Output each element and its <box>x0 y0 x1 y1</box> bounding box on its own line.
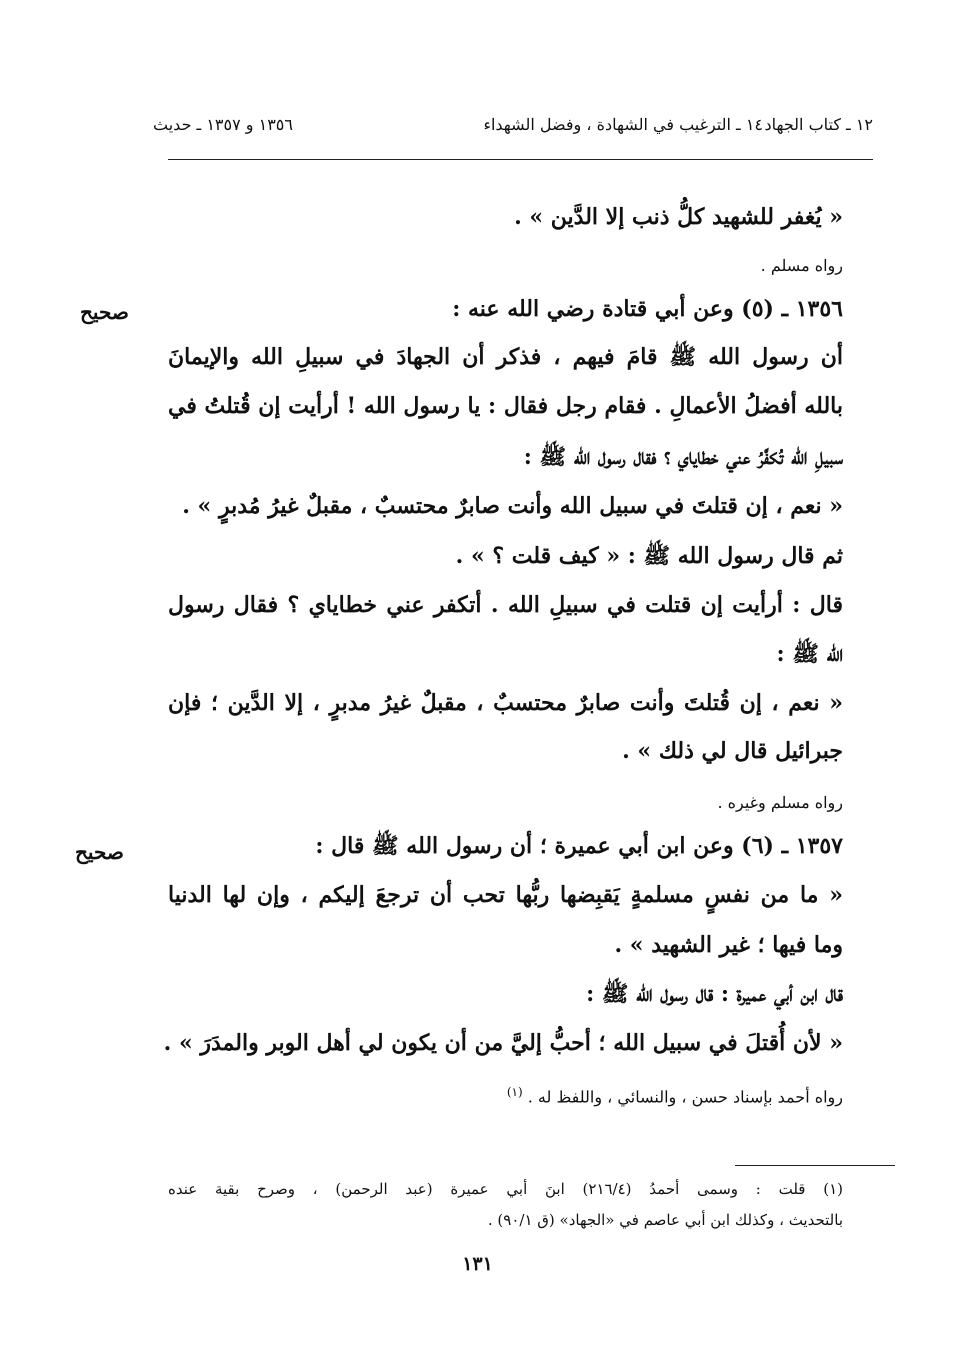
hadith-text: سبيلِ الله تُكفَّرُ عني خطاياي ؟ فقال رسول الله ﷺ : <box>523 444 843 470</box>
hadith-text: قال : أرأيت إن قتلت في سبيلِ الله . أتكفر عني خطاياي ؟ فقال رسول <box>168 592 843 618</box>
header-book-title: ١٢ ـ كتاب الجهاد <box>764 115 873 134</box>
hadith-text: قال ابن أبي عميرة : قال رسول الله ﷺ : <box>586 981 843 1007</box>
page-number: ١٣١ <box>462 1253 493 1275</box>
footnote-rule <box>735 1165 895 1166</box>
hadith-text: وما فيها ؛ غير الشهيد » . <box>614 932 843 958</box>
narration-note: رواه مسلم وغيره . <box>717 793 843 812</box>
hadith-text: بالله أفضلُ الأعمالِ . فقام رجل فقال : يا رسول الله ! أرأيت إن قُتلتُ في <box>168 393 843 419</box>
grade-label-1357: صحيح <box>75 840 124 864</box>
narration-text: رواه أحمد بإسناد حسن ، والنسائي ، واللفظ له . <box>527 1087 843 1107</box>
hadith-text: أن رسول الله ﷺ قامَ فيهم ، فذكر أن الجهادَ في سبيلِ الله والإيمانَ <box>168 344 843 370</box>
hadith-1357-heading: ١٣٥٧ ـ (٦) وعن ابن أبي عميرة ؛ أن رسول الله ﷺ قال : <box>315 833 843 859</box>
hadith-text: « نعم ، إن قتلتَ في سبيل الله وأنت صابرٌ محتسبٌ ، مقبلٌ غيرُ مُدبرٍ » . <box>182 493 843 519</box>
hadith-1356-heading: ١٣٥٦ ـ (٥) وعن أبي قتادة رضي الله عنه : <box>452 296 843 322</box>
footnote-text: (١) قلت : وسمى أحمدُ (٢١٦/٤) ابنَ أبي عميرة (عبد الرحمن) ، وصرح بقية عنده <box>168 1180 844 1198</box>
hadith-text: جبرائيل قال لي ذلك » . <box>622 738 843 764</box>
footnote-reference: (١) <box>506 1085 523 1099</box>
hadith-text: « نعم ، إن قُتلتَ وأنت صابرٌ محتسبٌ ، مقبلٌ غيرُ مدبرٍ ، إلا الدَّين ؛ فإن <box>168 690 843 716</box>
hadith-text: « يُغفر للشهيد كلُّ ذنب إلا الدَّين » . <box>514 204 843 230</box>
header-hadith-range: ١٣٥٦ و ١٣٥٧ ـ حديث <box>153 115 293 134</box>
header-chapter-title: ١٤ ـ الترغيب في الشهادة ، وفضل الشهداء <box>483 115 763 134</box>
narration-note: رواه مسلم . <box>760 256 843 275</box>
header-rule <box>168 159 873 160</box>
hadith-text: « ما من نفسٍ مسلمةٍ يَقبِضها ربُّها تحب أن ترجعَ إليكم ، وإن لها الدنيا <box>168 882 843 908</box>
hadith-text: الله ﷺ : <box>776 641 843 667</box>
grade-label-1356: صحيح <box>80 300 129 324</box>
narration-note <box>507 1086 843 1105</box>
hadith-text: « لأن أُقتلَ في سبيل الله ؛ أحبُّ إليَّ من أن يكون لي أهل الوبر والمدَرَ » . <box>163 1030 843 1056</box>
running-header <box>153 117 873 141</box>
footnote-text: بالتحديث ، وكذلك ابن أبي عاصم في «الجهاد» (ق ٩٠/١) . <box>487 1211 843 1229</box>
hadith-text: ثم قال رسول الله ﷺ : « كيف قلت ؟ » . <box>455 543 843 569</box>
